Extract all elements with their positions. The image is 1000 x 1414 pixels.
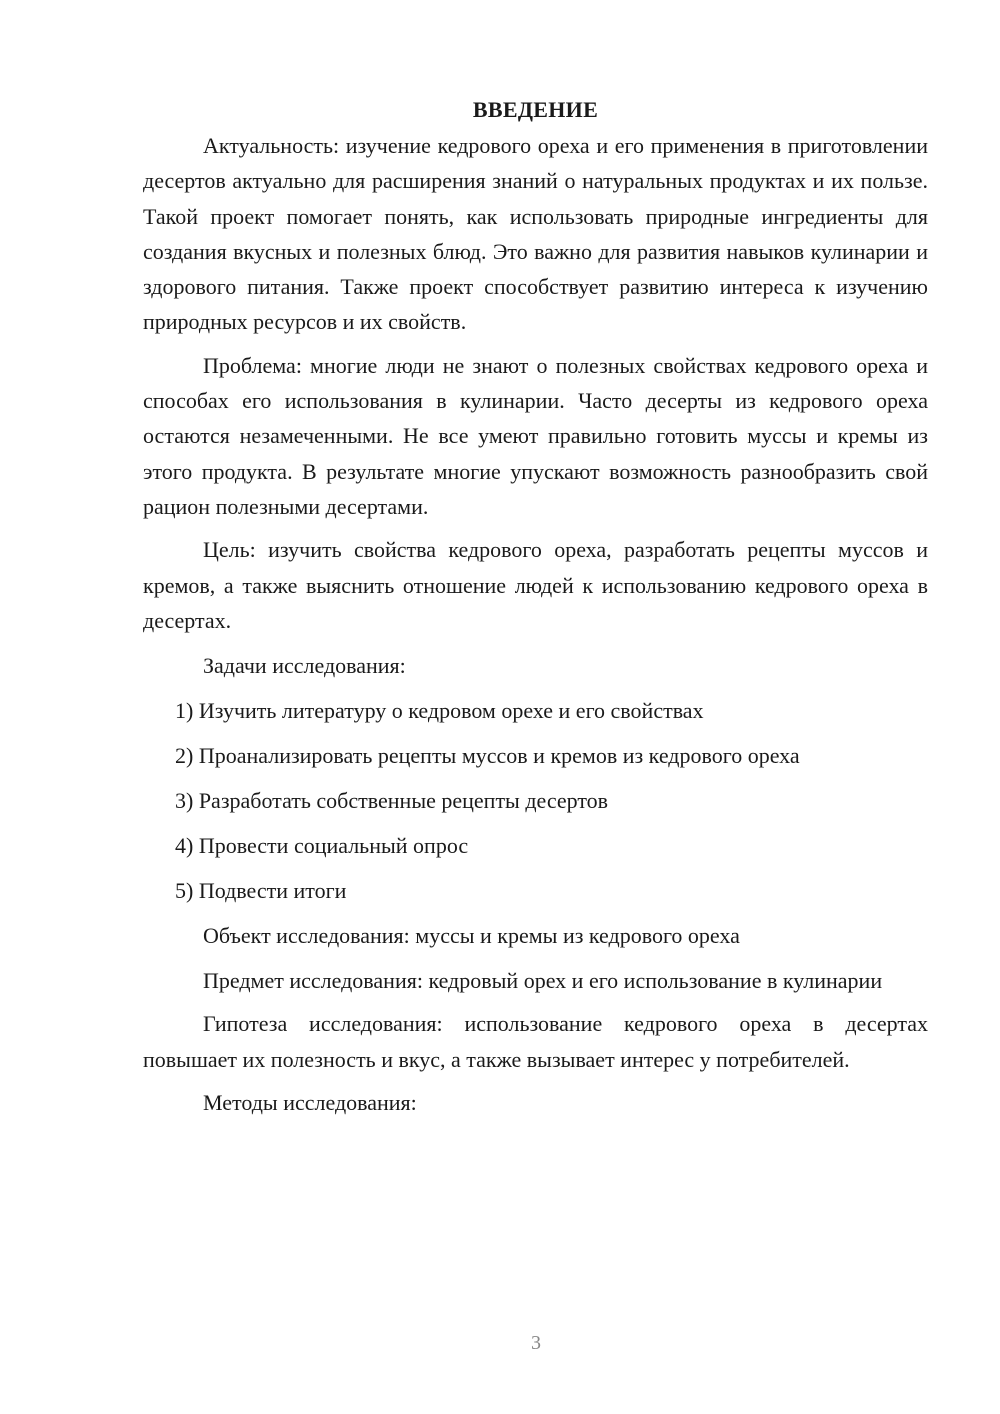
page-title: ВВЕДЕНИЕ xyxy=(472,97,599,122)
research-object: Объект исследования: муссы и кремы из кедрового ореха xyxy=(203,923,740,949)
goal-paragraph: Цель: изучить свойства кедрового ореха, разработать рецепты муссов и кремов, а также выяснить отношение людей к использованию кедрового ореха в десертах. xyxy=(143,537,928,633)
research-hypothesis: Гипотеза исследования: использование кедрового ореха в десертах повышает их полезность и вкус, а также вызывает интерес у потребителей. xyxy=(143,1011,928,1072)
tasks-heading: Задачи исследования: xyxy=(203,653,406,679)
problem-paragraph: Проблема: многие люди не знают о полезных свойствах кедрового ореха и способах его использования в кулинарии. Часто десерты из кедрового ореха остаются незамеченными. Не все умеют правильно готовить муссы и кремы из этого продукта. В результате многие упускают возможность разнообразить свой рацион полезными десертами. xyxy=(143,352,928,519)
methods-heading: Методы исследования: xyxy=(203,1090,417,1116)
task-item: 3) Разработать собственные рецепты десертов xyxy=(175,788,609,814)
task-item: 5) Подвести итоги xyxy=(175,878,347,904)
research-subject: Предмет исследования: кедровый орех и его использование в кулинарии xyxy=(203,968,883,994)
task-item: 4) Провести социальный опрос xyxy=(175,833,469,859)
task-item: 1) Изучить литературу о кедровом орехе и его свойствах xyxy=(175,698,704,724)
tasks-list xyxy=(143,693,928,908)
relevance-paragraph: Актуальность: изучение кедрового ореха и его применения в приготовлении десертов актуально для расширения знаний о натуральных продуктах и их пользе. Такой проект помогает понять, как использовать природные ингредиенты для создания вкусных и полезных блюд. Это важно для развития навыков кулинарии и здорового питания. Также проект способствует развитию интереса к изучению природных ресурсов и их свойств. xyxy=(143,133,928,335)
page-number: 3 xyxy=(531,1332,541,1354)
task-item: 2) Проанализировать рецепты муссов и кремов из кедрового ореха xyxy=(175,743,800,769)
document-page xyxy=(143,92,928,1130)
